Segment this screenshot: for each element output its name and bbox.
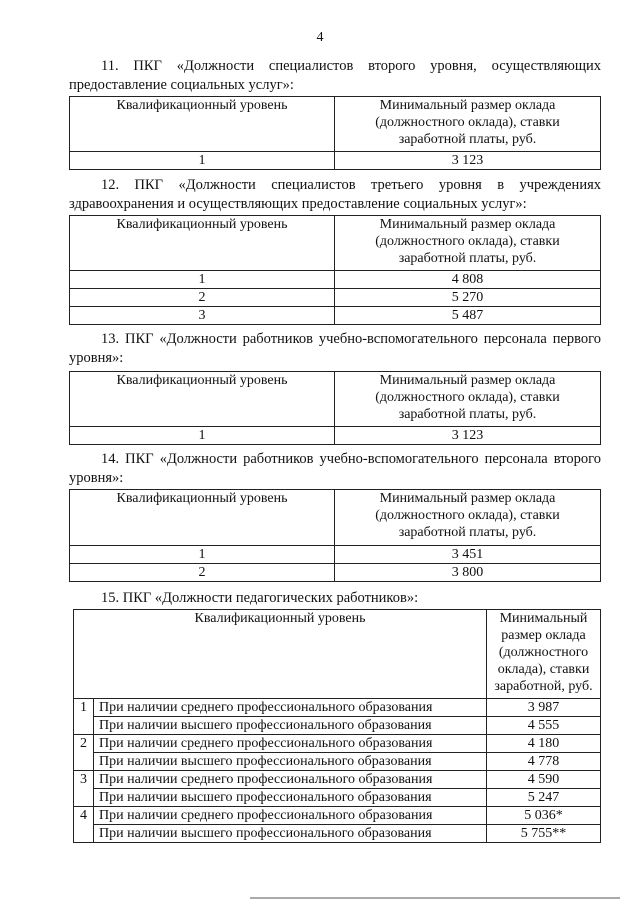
salary-cell: 5 270 xyxy=(335,289,601,307)
section-11-title: 11. ПКГ «Должности специалистов второго уровня, осуществляющих предоставление социальных услуг»: xyxy=(69,58,601,93)
level-cell: 1 xyxy=(70,546,335,564)
salary-cell: 5 487 xyxy=(335,307,601,325)
header-salary-line: заработной платы, руб. xyxy=(398,407,537,422)
header-salary-line: Минимальный размер оклада xyxy=(379,373,556,388)
level-cell: 2 xyxy=(74,735,94,771)
header-level: Квалификационный уровень xyxy=(70,372,335,427)
condition-cell: При наличии высшего профессионального образования xyxy=(94,717,487,735)
salary-cell: 4 555 xyxy=(487,717,601,735)
salary-cell: 5 036* xyxy=(487,807,601,825)
table-14 xyxy=(69,489,601,582)
condition-cell: При наличии высшего профессионального образования xyxy=(94,789,487,807)
condition-cell: При наличии высшего профессионального образования xyxy=(94,753,487,771)
header-salary-line: (должностного оклада), ставки xyxy=(375,390,560,405)
salary-cell: 3 123 xyxy=(335,152,601,170)
scan-artifact xyxy=(250,897,620,899)
condition-cell: При наличии высшего профессионального образования xyxy=(94,825,487,843)
condition-cell: При наличии среднего профессионального образования xyxy=(94,771,487,789)
header-salary-line: оклада), ставки xyxy=(497,662,590,677)
salary-cell: 4 180 xyxy=(487,735,601,753)
header-level: Квалификационный уровень xyxy=(74,610,487,699)
salary-cell: 3 987 xyxy=(487,699,601,717)
table-13 xyxy=(69,371,601,445)
level-cell: 1 xyxy=(74,699,94,735)
salary-cell: 3 451 xyxy=(335,546,601,564)
header-salary-line: (должностного оклада), ставки xyxy=(375,115,560,130)
header-salary xyxy=(335,490,601,546)
salary-cell: 4 808 xyxy=(335,271,601,289)
header-salary-line: размер оклада xyxy=(501,628,586,643)
level-cell: 4 xyxy=(74,807,94,843)
header-salary-line: Минимальный размер оклада xyxy=(379,491,556,506)
header-salary-line: заработной платы, руб. xyxy=(398,132,537,147)
salary-cell: 5 247 xyxy=(487,789,601,807)
level-cell: 2 xyxy=(70,564,335,582)
header-salary xyxy=(335,216,601,271)
level-cell: 3 xyxy=(70,307,335,325)
header-salary-line: Минимальный xyxy=(499,611,588,626)
section-15-title: 15. ПКГ «Должности педагогических работников»: xyxy=(101,590,419,606)
page-number: 4 xyxy=(316,30,324,45)
header-salary xyxy=(335,97,601,152)
condition-cell: При наличии среднего профессионального образования xyxy=(94,699,487,717)
header-salary-line: (должностного оклада), ставки xyxy=(375,508,560,523)
header-salary-line: (должностного xyxy=(498,645,589,660)
salary-cell: 4 590 xyxy=(487,771,601,789)
condition-cell: При наличии среднего профессионального образования xyxy=(94,807,487,825)
salary-cell: 3 123 xyxy=(335,427,601,445)
table-15 xyxy=(73,609,601,843)
header-level: Квалификационный уровень xyxy=(70,490,335,546)
table-12 xyxy=(69,215,601,325)
header-salary-line: Минимальный размер оклада xyxy=(379,98,556,113)
header-salary xyxy=(487,610,601,699)
header-salary-line: заработной платы, руб. xyxy=(398,525,537,540)
header-level: Квалификационный уровень xyxy=(70,216,335,271)
section-12-title: 12. ПКГ «Должности специалистов третьего уровня в учреждениях здравоохранения и осуществляющих предоставление социальных услуг»: xyxy=(69,177,601,212)
section-14-title: 14. ПКГ «Должности работников учебно-вспомогательного персонала второго уровня»: xyxy=(69,451,601,486)
level-cell: 3 xyxy=(74,771,94,807)
header-salary-line: заработной, руб. xyxy=(494,679,593,694)
level-cell: 1 xyxy=(70,427,335,445)
salary-cell: 4 778 xyxy=(487,753,601,771)
condition-cell: При наличии среднего профессионального образования xyxy=(94,735,487,753)
salary-cell: 3 800 xyxy=(335,564,601,582)
level-cell: 1 xyxy=(70,152,335,170)
section-13-title: 13. ПКГ «Должности работников учебно-вспомогательного персонала первого уровня»: xyxy=(69,331,601,366)
level-cell: 2 xyxy=(70,289,335,307)
header-salary xyxy=(335,372,601,427)
header-salary-line: Минимальный размер оклада xyxy=(379,217,556,232)
table-11 xyxy=(69,96,601,170)
salary-cell: 5 755** xyxy=(487,825,601,843)
header-salary-line: заработной платы, руб. xyxy=(398,251,537,266)
header-level: Квалификационный уровень xyxy=(70,97,335,152)
header-salary-line: (должностного оклада), ставки xyxy=(375,234,560,249)
level-cell: 1 xyxy=(70,271,335,289)
